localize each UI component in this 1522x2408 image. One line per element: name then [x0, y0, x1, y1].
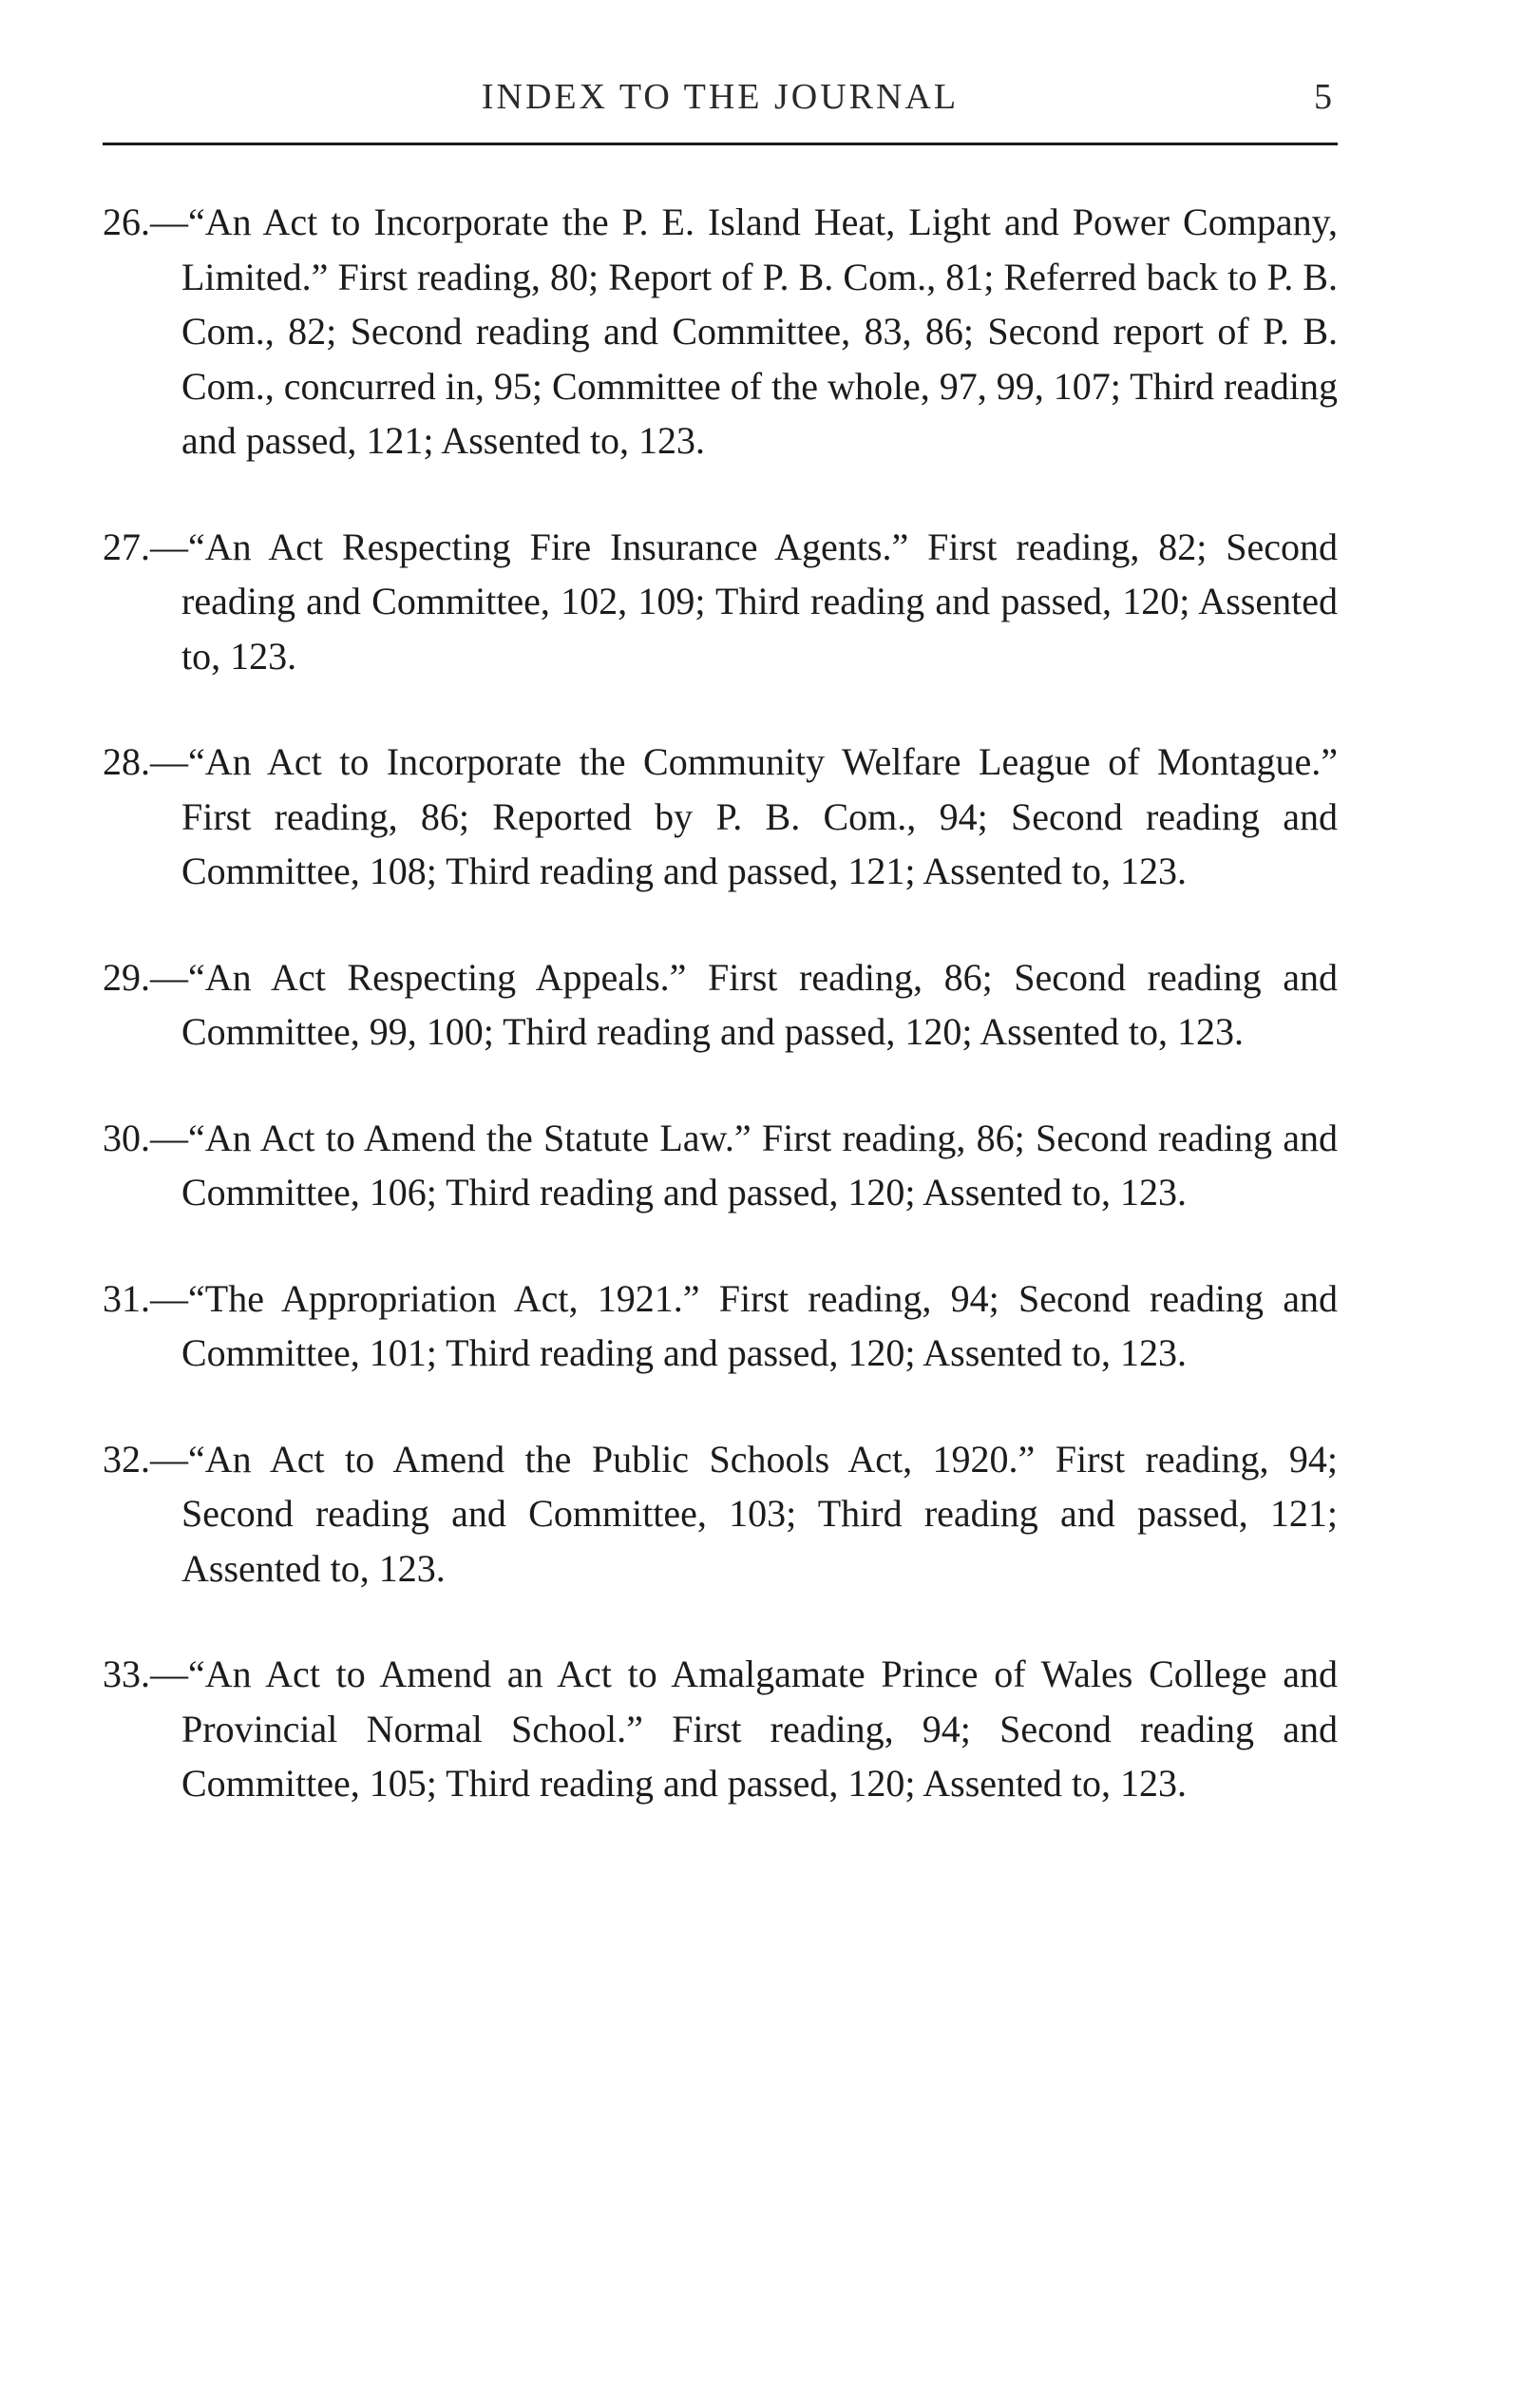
entry-number: 32. — [103, 1437, 150, 1481]
index-entry-28 — [103, 735, 1338, 899]
entry-number: 29. — [103, 955, 150, 999]
entry-text: —“An Act to Amend the Statute Law.” First reading, 86; Second reading and Committee, 106; Third reading and passed, 120; Assented to, 123. — [150, 1116, 1338, 1214]
entry-number: 26. — [103, 201, 150, 243]
index-entry-33 — [103, 1647, 1338, 1811]
entry-number: 27. — [103, 525, 150, 568]
entry-text: —“The Appropriation Act, 1921.” First reading, 94; Second reading and Committee, 101; Third reading and passed, 120; Assented to, 123. — [150, 1276, 1338, 1374]
index-entry-32 — [103, 1432, 1338, 1596]
entry-text: —“An Act Respecting Fire Insurance Agents.” First reading, 82; Second reading and Committee, 102, 109; Third reading and passed, 120; Assented to, 123. — [150, 525, 1338, 678]
page-header — [103, 76, 1338, 143]
index-entry-26 — [103, 195, 1338, 468]
index-entries — [103, 195, 1338, 1863]
entry-number: 28. — [103, 740, 150, 783]
entry-text: —“An Act to Amend an Act to Amalgamate Prince of Wales College and Provincial Normal School.” First reading, 94; Second reading and Committee, 105; Third reading and passed, 120; Assented to, 123. — [150, 1653, 1338, 1805]
entry-number: 31. — [103, 1276, 150, 1320]
index-entry-27 — [103, 520, 1338, 684]
running-head-title: INDEX TO THE JOURNAL — [481, 77, 960, 117]
index-entry-31 — [103, 1271, 1338, 1381]
index-entry-30 — [103, 1111, 1338, 1220]
entry-number: 30. — [103, 1116, 150, 1159]
entry-text: —“An Act Respecting Appeals.” First reading, 86; Second reading and Committee, 99, 100; Third reading and passed, 120; Assented to, 123. — [150, 955, 1338, 1053]
page-number: 5 — [1314, 77, 1332, 117]
entry-text: —“An Act to Amend the Public Schools Act, 1920.” First reading, 94; Second reading and Committee, 103; Third reading and passed, 121; Assented to, 123. — [150, 1437, 1338, 1590]
header-rule — [103, 143, 1338, 145]
entry-text: —“An Act to Incorporate the P. E. Island Heat, Light and Power Company, Limited.” First reading, 80; Report of P. B. Com., 81; Referred back to P. B. Com., 82; Second reading and Committee, 83, 86; Second report of P. B. Com., concurred in, 95; Committee of the whole, 97, 99, 107; Third reading and passed, 121; Assented to, 123. — [150, 201, 1338, 462]
entry-text: —“An Act to Incorporate the Community Welfare League of Montague.” First reading, 86; Reported by P. B. Com., 94; Second reading and Committee, 108; Third reading and passed, 121; Assented to, 123. — [150, 740, 1338, 892]
index-entry-29 — [103, 950, 1338, 1060]
entry-number: 33. — [103, 1653, 150, 1695]
